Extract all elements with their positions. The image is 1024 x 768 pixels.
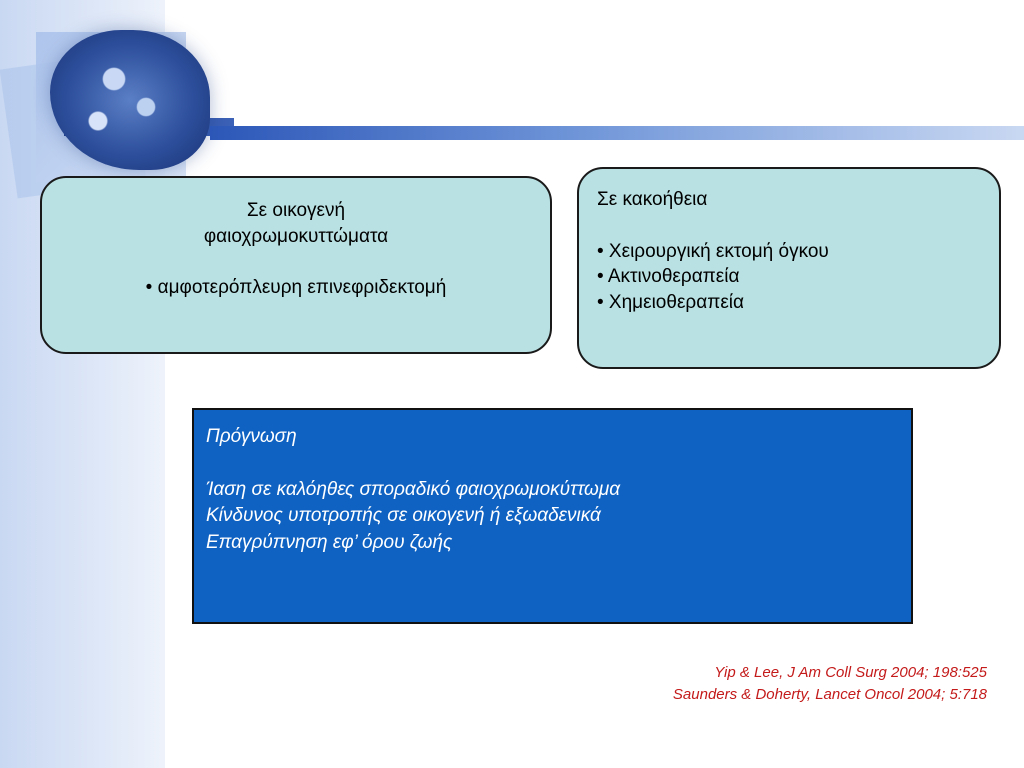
references [673, 662, 987, 706]
malignancy-bullet: • Χειρουργική εκτομή όγκου [597, 240, 829, 262]
prognosis-line: Ίαση σε καλόηθες σποραδικό φαιοχρωμοκύττωμα [206, 478, 621, 500]
prognosis-box [192, 408, 913, 624]
header-accent-line [210, 126, 1024, 140]
prognosis-line: Επαγρύπνηση εφ’ όρου ζωής [206, 531, 453, 553]
prognosis-line: Κίνδυνος υποτροπής σε οικογενή ή εξωαδενικά [206, 505, 601, 527]
familial-treatment-box [40, 176, 552, 354]
malignancy-treatment-box [577, 167, 1001, 369]
prognosis-title: Πρόγνωση [206, 426, 297, 447]
malignancy-title: Σε κακοήθεια [597, 189, 708, 210]
malignancy-bullet: • Χημειοθεραπεία [597, 291, 744, 313]
malignancy-bullet: • Ακτινοθεραπεία [597, 266, 740, 288]
reference-line: Yip & Lee, J Am Coll Surg 2004; 198:525 [714, 664, 987, 681]
reference-line: Saunders & Doherty, Lancet Oncol 2004; 5:718 [672, 685, 987, 703]
familial-title-line1: Σε οικογενή [246, 200, 346, 221]
familial-title-line2: φαιοχρωμοκυττώματα [203, 225, 389, 247]
familial-bullet: • αμφοτερόπλευρη επινεφριδεκτομή [145, 277, 447, 299]
